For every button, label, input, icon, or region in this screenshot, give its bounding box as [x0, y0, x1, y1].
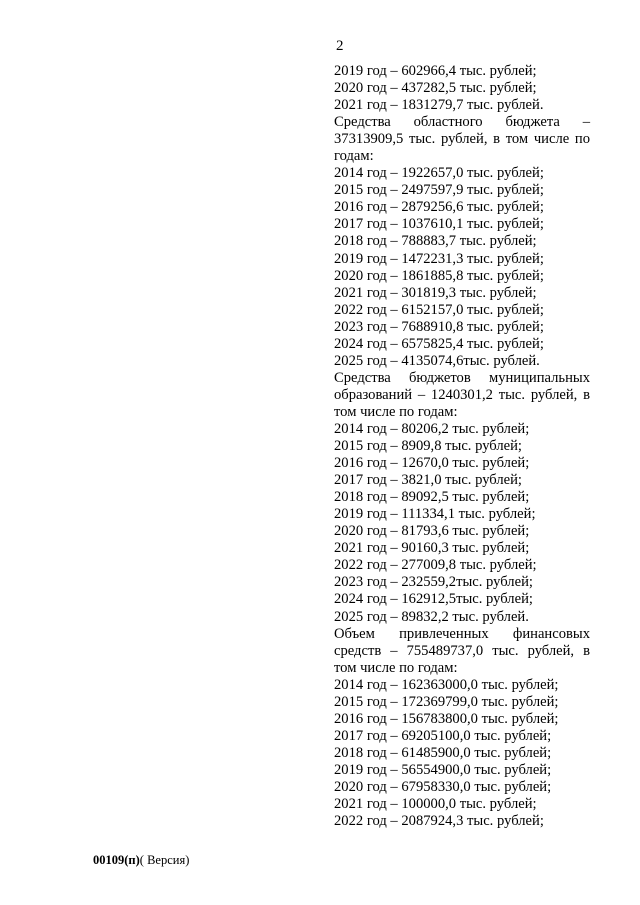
text-line: образований – 1240301,2 тыс. рублей, в [334, 386, 590, 403]
text-line: 2016 год – 156783800,0 тыс. рублей; [334, 710, 559, 727]
text-line: 2022 год – 6152157,0 тыс. рублей; [334, 301, 544, 318]
text-line: 2023 год – 7688910,8 тыс. рублей; [334, 318, 544, 335]
text-line: 2020 год – 1861885,8 тыс. рублей; [334, 267, 544, 284]
text-line: 2016 год – 12670,0 тыс. рублей; [334, 455, 530, 472]
text-line: 2018 год – 788883,7 тыс. рублей; [334, 233, 537, 250]
page-number: 2 [336, 38, 344, 54]
text-line: 2024 год – 6575825,4 тыс. рублей; [334, 335, 544, 352]
text-line: средств – 755489737,0 тыс. рублей, в [334, 642, 590, 659]
text-line: 2014 год – 80206,2 тыс. рублей; [334, 420, 530, 437]
text-line: 2021 год – 1831279,7 тыс. рублей. [334, 97, 544, 114]
text-line: 2018 год – 61485900,0 тыс. рублей; [334, 744, 552, 761]
text-line: Объем привлеченных финансовых [334, 625, 590, 642]
text-line: 2015 год – 8909,8 тыс. рублей; [334, 438, 522, 455]
text-line: 2020 год – 67958330,0 тыс. рублей; [334, 778, 552, 795]
text-line: Средства областного бюджета – [334, 114, 590, 131]
text-line: 2022 год – 277009,8 тыс. рублей; [334, 557, 537, 574]
text-line: 2015 год – 2497597,9 тыс. рублей; [334, 182, 544, 199]
text-line: том числе по годам: [334, 659, 458, 676]
document-footer [93, 852, 189, 868]
text-line: том числе по годам: [334, 403, 458, 420]
text-line: годам: [334, 148, 374, 165]
text-line: 2024 год – 162912,5тыс. рублей; [334, 591, 533, 608]
text-line: 2014 год – 162363000,0 тыс. рублей; [334, 676, 559, 693]
text-line: 2021 год – 90160,3 тыс. рублей; [334, 540, 530, 557]
text-line: 2020 год – 81793,6 тыс. рублей; [334, 523, 530, 540]
text-line: 2021 год – 100000,0 тыс. рублей; [334, 796, 537, 813]
text-line: 2019 год – 56554900,0 тыс. рублей; [334, 761, 552, 778]
document-code: 00109(п) [93, 853, 140, 867]
text-line: 2019 год – 111334,1 тыс. рублей; [334, 506, 536, 523]
text-line: 2025 год – 4135074,6тыс. рублей. [334, 352, 540, 369]
text-line: 2019 год – 602966,4 тыс. рублей; [334, 63, 537, 79]
text-line: 2015 год – 172369799,0 тыс. рублей; [334, 693, 559, 710]
text-line: 2017 год – 1037610,1 тыс. рублей; [334, 216, 544, 233]
text-line: Средства бюджетов муниципальных [334, 369, 590, 386]
text-line: 2017 год – 3821,0 тыс. рублей; [334, 472, 522, 489]
funding-text-block [334, 63, 590, 830]
document-version: ( Версия) [139, 853, 190, 867]
text-line: 2018 год – 89092,5 тыс. рублей; [334, 489, 530, 506]
text-line: 2025 год – 89832,2 тыс. рублей. [334, 608, 529, 625]
text-line: 2023 год – 232559,2тыс. рублей; [334, 574, 533, 591]
text-line: 2020 год – 437282,5 тыс. рублей; [334, 80, 537, 97]
text-line: 2021 год – 301819,3 тыс. рублей; [334, 284, 537, 301]
text-line: 37313909,5 тыс. рублей, в том числе по [334, 131, 590, 148]
text-line: 2022 год – 2087924,3 тыс. рублей; [334, 813, 544, 830]
text-line: 2016 год – 2879256,6 тыс. рублей; [334, 199, 544, 216]
text-line: 2019 год – 1472231,3 тыс. рублей; [334, 250, 544, 267]
text-line: 2017 год – 69205100,0 тыс. рублей; [334, 727, 552, 744]
text-line: 2014 год – 1922657,0 тыс. рублей; [334, 165, 544, 182]
